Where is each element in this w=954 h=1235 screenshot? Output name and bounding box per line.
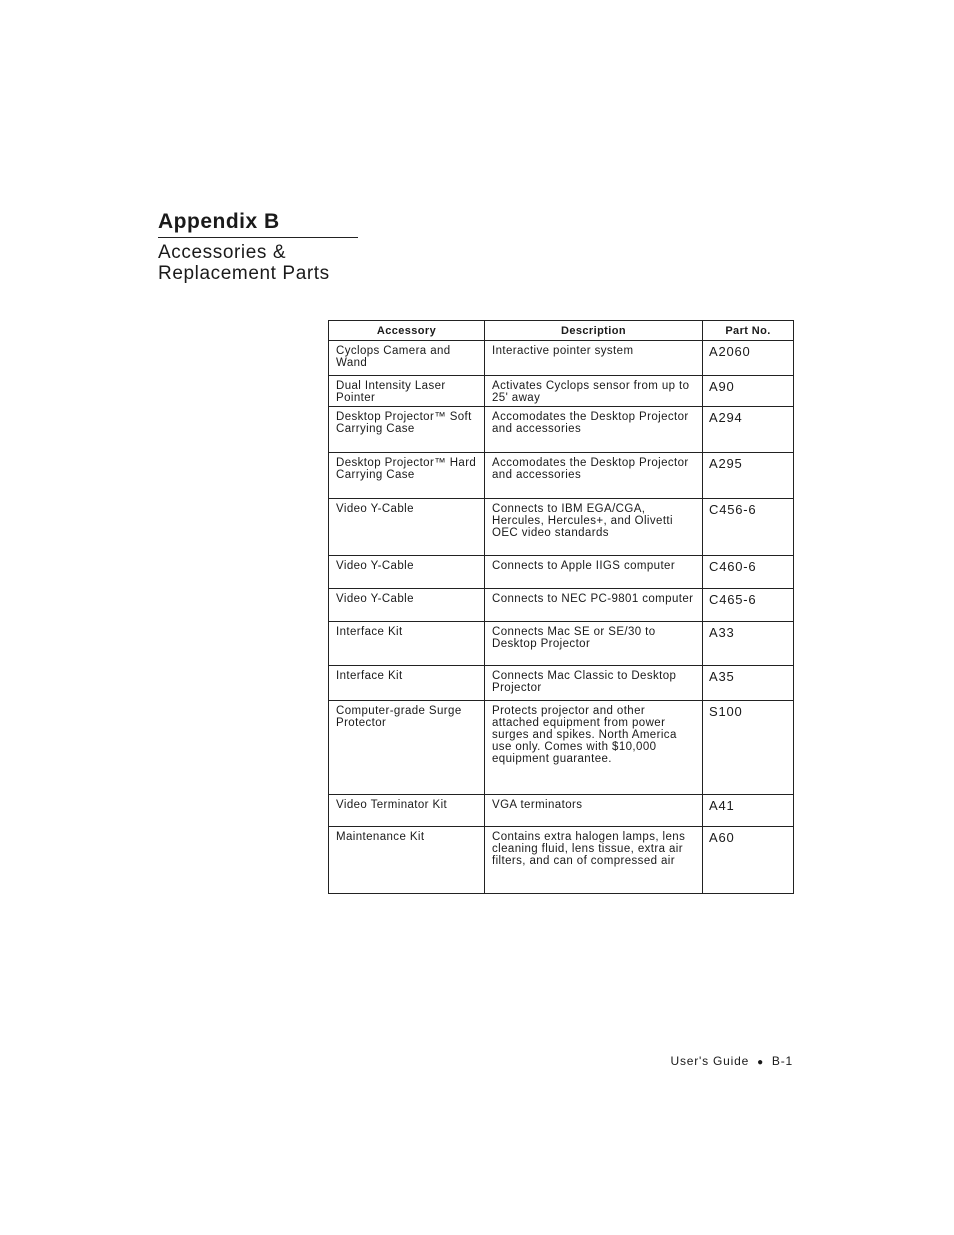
cell-accessory: Video Y-Cable	[329, 499, 485, 556]
header-accessory: Accessory	[329, 321, 485, 341]
cell-description: Protects projector and other attached equipment from power surges and spikes. North America use only. Comes with $10,000 equipment guarantee.	[485, 701, 703, 795]
header-part-no: Part No.	[703, 321, 794, 341]
cell-part-no: A33	[703, 622, 794, 666]
cell-accessory: Computer-grade Surge Protector	[329, 701, 485, 795]
table-header-row	[329, 321, 794, 341]
cell-part-no: A295	[703, 453, 794, 499]
table-row	[329, 453, 794, 499]
cell-description: Connects to NEC PC-9801 computer	[485, 589, 703, 622]
cell-part-no: C465-6	[703, 589, 794, 622]
cell-accessory: Video Terminator Kit	[329, 795, 485, 827]
cell-part-no: A60	[703, 827, 794, 894]
table-row	[329, 556, 794, 589]
cell-description: Connects Mac Classic to Desktop Projector	[485, 666, 703, 701]
cell-accessory: Desktop Projector™ Hard Carrying Case	[329, 453, 485, 499]
bullet-separator-icon: ●	[757, 1057, 764, 1068]
cell-part-no: A294	[703, 407, 794, 453]
table-row	[329, 376, 794, 407]
cell-part-no: A90	[703, 376, 794, 407]
table-row	[329, 341, 794, 376]
cell-description: Connects to Apple IIGS computer	[485, 556, 703, 589]
page-footer	[560, 1054, 793, 1068]
cell-part-no: C460-6	[703, 556, 794, 589]
cell-description: Accomodates the Desktop Projector and accessories	[485, 453, 703, 499]
cell-part-no: A35	[703, 666, 794, 701]
cell-description: Interactive pointer system	[485, 341, 703, 376]
cell-accessory: Maintenance Kit	[329, 827, 485, 894]
cell-part-no: A41	[703, 795, 794, 827]
cell-accessory: Video Y-Cable	[329, 589, 485, 622]
footer-guide-title: User's Guide	[670, 1054, 750, 1068]
cell-accessory: Dual Intensity Laser Pointer	[329, 376, 485, 407]
cell-part-no: S100	[703, 701, 794, 795]
cell-description: Activates Cyclops sensor from up to 25' away	[485, 376, 703, 407]
table-row	[329, 499, 794, 556]
section-title: Accessories & Replacement Parts	[158, 242, 330, 284]
table-row	[329, 589, 794, 622]
cell-accessory: Interface Kit	[329, 622, 485, 666]
header-description: Description	[485, 321, 703, 341]
table-row	[329, 666, 794, 701]
cell-accessory: Cyclops Camera and Wand	[329, 341, 485, 376]
cell-description: Connects Mac SE or SE/30 to Desktop Projector	[485, 622, 703, 666]
cell-description: VGA terminators	[485, 795, 703, 827]
cell-description: Accomodates the Desktop Projector and accessories	[485, 407, 703, 453]
parts-table	[328, 320, 794, 894]
cell-description: Contains extra halogen lamps, lens cleaning fluid, lens tissue, extra air filters, and can of compressed air	[485, 827, 703, 894]
table-row	[329, 407, 794, 453]
cell-accessory: Video Y-Cable	[329, 556, 485, 589]
cell-accessory: Desktop Projector™ Soft Carrying Case	[329, 407, 485, 453]
cell-accessory: Interface Kit	[329, 666, 485, 701]
appendix-label: Appendix B	[158, 210, 358, 238]
table-row	[329, 701, 794, 795]
cell-description: Connects to IBM EGA/CGA, Hercules, Hercules+, and Olivetti OEC video standards	[485, 499, 703, 556]
table-row	[329, 622, 794, 666]
footer-page-number: B-1	[771, 1054, 793, 1068]
table-row	[329, 827, 794, 894]
cell-part-no: A2060	[703, 341, 794, 376]
table-row	[329, 795, 794, 827]
cell-part-no: C456-6	[703, 499, 794, 556]
